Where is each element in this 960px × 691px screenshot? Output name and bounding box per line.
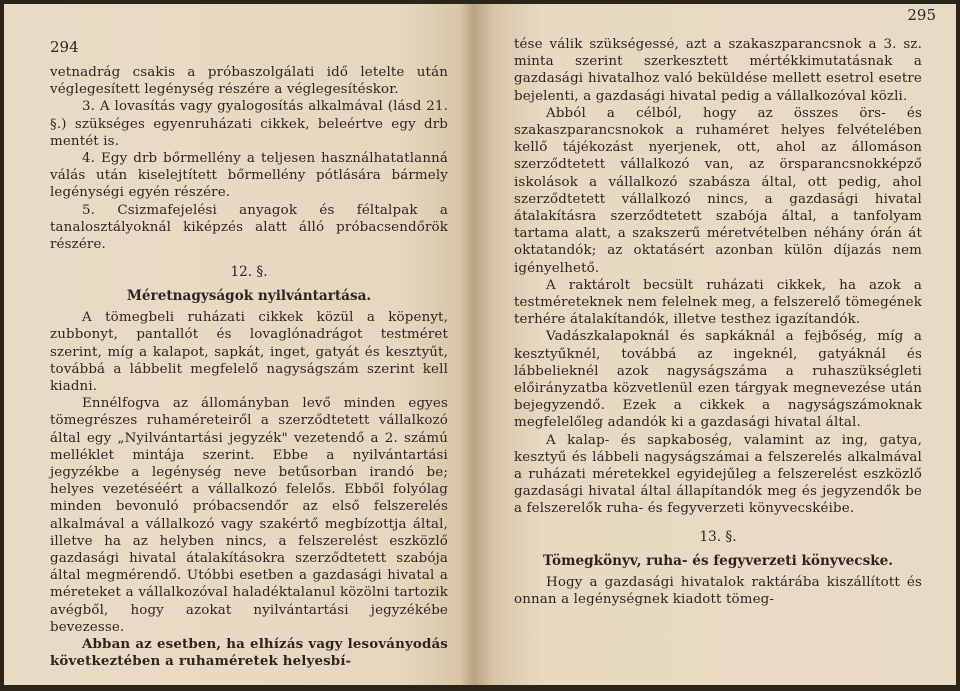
- left-body-3: Abban az esetben, ha elhízás vagy lesoványodás következtében a ruhaméretek helyesbí-: [50, 636, 448, 670]
- left-paragraph-1: vetnadrág csakis a próbaszolgálati idő letelte után véglegesített legénység részére a véglegesítéskor.: [50, 65, 448, 98]
- left-page: [4, 4, 474, 685]
- right-body-2: Abból a célból, hogy az összes örs- és szakaszparancsnokok a ruhaméret helyes felvételében kellő tájékozást nyerjenek, ott, ahol az állomáson szerződtetett vállalkozó van, az örsparancsnokképző iskolások a vállalkozó szabásza által, ott pedig, ahol szerződtetett vállalkozó nincs, a gazdasági hivatal átalakításra szerződtetett szabója által, a tanfolyam tartama alatt, a szakszerű méretvételben néhány órán át oktatandók; az oktatásért azonban külön díjazás nem igényelhető.: [514, 105, 922, 276]
- section-number-13: 13. §.: [699, 528, 737, 545]
- right-body-3: A raktárolt becsült ruházati cikkek, ha azok a testméreteknek nem felelnek meg, a felszerelő tömegének terhére átalakítandók, illetve testhez igazítandók.: [514, 277, 922, 328]
- left-page-number: 294: [50, 38, 79, 56]
- left-body-2: Ennélfogva az állományban levő minden egyes tömegrészes ruhaméreteiről a szerződtetett vállalkozó által egy „Nyilvántartási jegyzék" vezetendő a 2. számú melléklet mintája szerint. Ebbe a nyilvántartási jegyzékbe a legénység neve betűsorban irandó be; helyes vezetéséért a vállalkozó felelős. Ebből folyólag minden bevonuló próbacsendőr az első felszerelés alkalmával a vállalkozó vagy szakértő megbízottja által, illetve ha az helyben nincs, a felszerelést eszközlő gazdasági hivatal átalakításokra szerződtetett szabója által megmérendő. Utóbbi esetben a gazdasági hivatal a méreteket a vállalkozóval haladéktalanul közölni tartozik avégből, hogy azokat nyilvántartási jegyzékébe bevezesse.: [50, 396, 448, 635]
- section-number-12: 12. §.: [230, 264, 268, 281]
- left-paragraph-3: 4. Egy drb bőrmellény a teljesen használhatatlanná válás után kiselejtített bőrmellény pótlására bármely legénységi egyén részére.: [50, 151, 448, 201]
- left-paragraph-2: 3. A lovasítás vagy gyalogosítás alkalmával (lásd 21. §.) szükséges egyenruházati cikkek, beleértve egy drb mentét is.: [50, 99, 448, 149]
- right-page: [474, 4, 956, 685]
- right-page-number: 295: [907, 6, 936, 24]
- left-paragraph-4: 5. Csizmafejelési anyagok és féltalpak a tanalosztályoknál kiképzés alatt álló próbacsendőrök részére.: [50, 202, 448, 253]
- right-body-4: Vadászkalapoknál és sapkáknál a fejbőség, míg a kesztyűknél, továbbá az ingeknél, gatyáknál és lábbelieknél azok nagyságszáma a ruhaszükségleti előirányzatba közvetlenül ezen tárgyak megnevezése után bejegyzendő. Ezek a cikkek a nagyságszámoknak megfelelőleg adandók ki a gazdasági hivatal által.: [514, 329, 922, 431]
- section-heading-13: Tömegkönyv, ruha- és fegyverzeti könyvecske.: [542, 552, 894, 569]
- section-heading-12: Méretnagyságok nyilvántartása.: [126, 288, 372, 305]
- right-body-5: A kalap- és sapkaboség, valamint az ing, gatya, kesztyű és lábbeli nagyságszámai a felszerelés alkalmával a ruházati méretekkel egyidejűleg a felszerelést eszközlő gazdasági hivatal által állapítandók meg és jegyzendők be a felszerelők ruha- és fegyverzeti könyvecskéibe.: [514, 432, 922, 517]
- right-body-1: tése válik szükségessé, azt a szakaszparancsnok a 3. sz. minta szerint szerkesztett mértékkimutatásnak a gazdasági hivatalhoz való beküldése mellett esetrol esetre bejelenti, a gazdasági hivatal pedig a vállalkozóval közli.: [514, 37, 922, 104]
- left-body-1: A tömegbeli ruházati cikkek közül a köpenyt, zubbonyt, pantallót és lovaglónadrágot testméret szerint, míg a kalapot, sapkát, inget, gatyát és kesztyűt, továbbá a lábbelit megfelelő nagyságszám szerint kell kiadni.: [50, 310, 448, 395]
- right-last-paragraph: Hogy a gazdasági hivatalok raktárába kiszállított és onnan a legénységnek kiadott tömeg-: [514, 574, 922, 607]
